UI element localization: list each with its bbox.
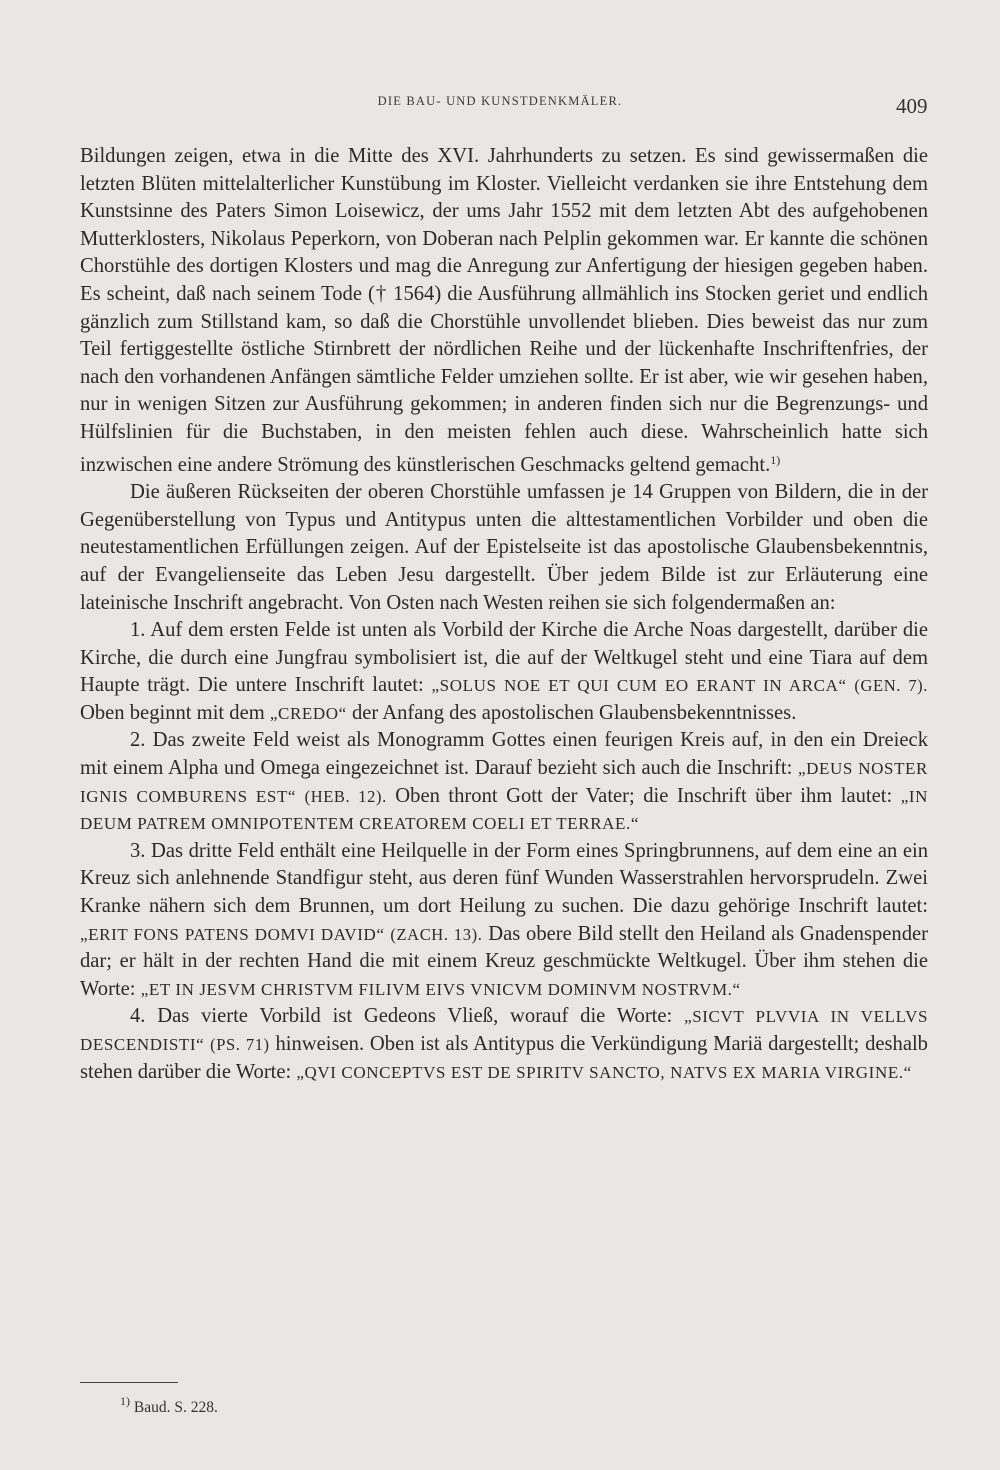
paragraph-2 bbox=[80, 479, 928, 617]
latin-inscription: „ET IN JESVM CHRISTVM FILIVM EIVS VNICVM DOMINVM NOSTRVM.“ bbox=[140, 979, 741, 999]
paragraph-text: 2. Das zweite Feld weist als Monogramm Gottes einen feurigen Kreis auf, in den ein Dreieck mit einem Alpha und Omega eingezeichnet ist. Darauf bezieht sich auch die Inschrift: bbox=[80, 729, 928, 780]
paragraph-item-2 bbox=[80, 727, 928, 837]
latin-inscription: „QVI CONCEPTVS EST DE SPIRITV SANCTO, NATVS EX MARIA VIRGINE.“ bbox=[296, 1062, 912, 1082]
latin-inscription: „IN DEUM PATREM OMNIPOTENTEM CREATOREM COELI ET TERRAE.“ bbox=[80, 786, 929, 834]
paragraph-text: Die äußeren Rückseiten der oberen Chorstühle umfassen je 14 Gruppen von Bildern, die in der Gegenüberstellung von Typus und Antitypus unten die alttestamentlichen Vorbilder und oben die neutestamentlichen Erfüllungen zeigen. Auf der Epistelseite ist das apostolische Glaubensbekenntnis, auf der Evangelienseite das Leben Jesu dargestellt. Über jedem Bilde ist zur Erläuterung eine lateinische Inschrift angebracht. Von Osten nach Westen reihen sie sich folgendermaßen an: bbox=[80, 481, 928, 614]
paragraph-text: Oben thront Gott der Vater; die Inschrift über ihm lautet: bbox=[386, 784, 901, 807]
paragraph-text: 3. Das dritte Feld enthält eine Heilquelle in der Form eines Springbrunnens, auf dem eine an ein Kreuz sich anlehnende Standfigur steht, aus deren fünf Wunden Wasserstrahlen hervorsprudeln. Zwei Kranke nähern sich dem Brunnen, um dort Heilung zu suchen. Die dazu gehörige Inschrift lautet: bbox=[80, 839, 928, 918]
latin-inscription: „SICVT PLVVIA IN VELLVS DESCENDISTI“ bbox=[80, 1007, 928, 1054]
paragraph-text: 4. Das vierte Vorbild ist Gedeons Vließ, worauf die Worte: bbox=[130, 1005, 685, 1028]
paragraph-item-4 bbox=[80, 1003, 928, 1086]
bible-reference: (PS. 71) bbox=[210, 1035, 270, 1054]
paragraph-text: Das obere Bild stellt den Heiland als Gnadenspender dar; er hält in der rechten Hand die mit einem Kreuz geschmückte Weltkugel. Über ihm stehen die Worte: bbox=[80, 922, 928, 1000]
latin-inscription: „CREDO“ bbox=[269, 703, 347, 723]
footnote bbox=[120, 1394, 218, 1417]
bible-reference: (GEN. 7). bbox=[854, 676, 928, 696]
bible-reference: (ZACH. 13). bbox=[390, 924, 483, 944]
page-number: 409 bbox=[896, 94, 928, 118]
latin-inscription: „ERIT FONS PATENS DOMVI DAVID“ bbox=[80, 924, 385, 944]
paragraph-1 bbox=[80, 143, 928, 479]
footnote-text: Baud. S. 228. bbox=[130, 1399, 218, 1416]
paragraph-text: hinweisen. Oben ist als Antitypus die Verkündigung Mariä dargestellt; deshalb stehen darüber die Worte: bbox=[80, 1033, 928, 1083]
body-text bbox=[80, 143, 928, 1086]
paragraph-item-1 bbox=[80, 617, 928, 727]
latin-inscription: „SOLUS NOE ET QUI CUM EO ERANT IN ARCA“ bbox=[431, 676, 847, 696]
paragraph-text: der Anfang des apostolischen Glaubensbekenntnisses. bbox=[346, 701, 797, 724]
latin-inscription: „DEUS NOSTER IGNIS COMBURENS EST“ bbox=[80, 759, 928, 806]
footnote-marker: 1) bbox=[120, 1394, 130, 1408]
paragraph-item-3 bbox=[80, 838, 928, 1004]
paragraph-text: 1. Auf dem ersten Felde ist unten als Vorbild der Kirche die Arche Noas dargestellt, darüber die Kirche, die durch eine Jungfrau symbolisiert ist, die auf der Weltkugel steht und eine Tiara auf dem Haupte trägt. Die untere Inschrift lautet: bbox=[80, 619, 928, 697]
running-title: DIE BAU- UND KUNSTDENKMÄLER. bbox=[377, 94, 623, 108]
paragraph-text: Oben beginnt mit dem bbox=[80, 701, 270, 724]
footnote-reference: 1) bbox=[770, 452, 781, 467]
footnote-divider bbox=[80, 1382, 178, 1383]
paragraph-text: Bildungen zeigen, etwa in die Mitte des XVI. Jahrhunderts zu setzen. Es sind gewissermaßen die letzten Blüten mittelalterlicher Kunstübung im Kloster. Vielleicht verdanken sie ihre Entstehung dem Kunstsinne des Paters Simon Loisewicz, der ums Jahr 1552 mit dem letzten Abt des aufgehobenen Mutterklosters, Nikolaus Peperkorn, von Doberan nach Pelplin gekommen war. Er kannte die schönen Chorstühle des dortigen Klosters und mag die Anregung zur Anfertigung der hiesigen gegeben haben. Es scheint, daß nach seinem Tode († 1564) die Ausführung allmählich ins Stocken geriet und endlich gänzlich zum Stillstand kam, so daß die Chorstühle unvollendet blieben. Dies beweist das nur zum Teil fertiggestellte östliche Stirnbrett der nördlichen Reihe und der lückenhafte Inschriftenfries, der nach den vorhandenen Anfängen sämtliche Felder umziehen sollte. Er ist aber, wie wir gesehen haben, nur in wenigen Sitzen zur Ausführung gekommen; in anderen finden sich nur die Begrenzungs- und Hülfslinien für die Buchstaben, in den meisten fehlen auch diese. Wahrscheinlich hatte sich inzwischen eine andere Strömung des künstlerischen Geschmacks geltend gemacht. bbox=[80, 145, 928, 476]
bible-reference: (HEB. 12). bbox=[304, 786, 387, 806]
